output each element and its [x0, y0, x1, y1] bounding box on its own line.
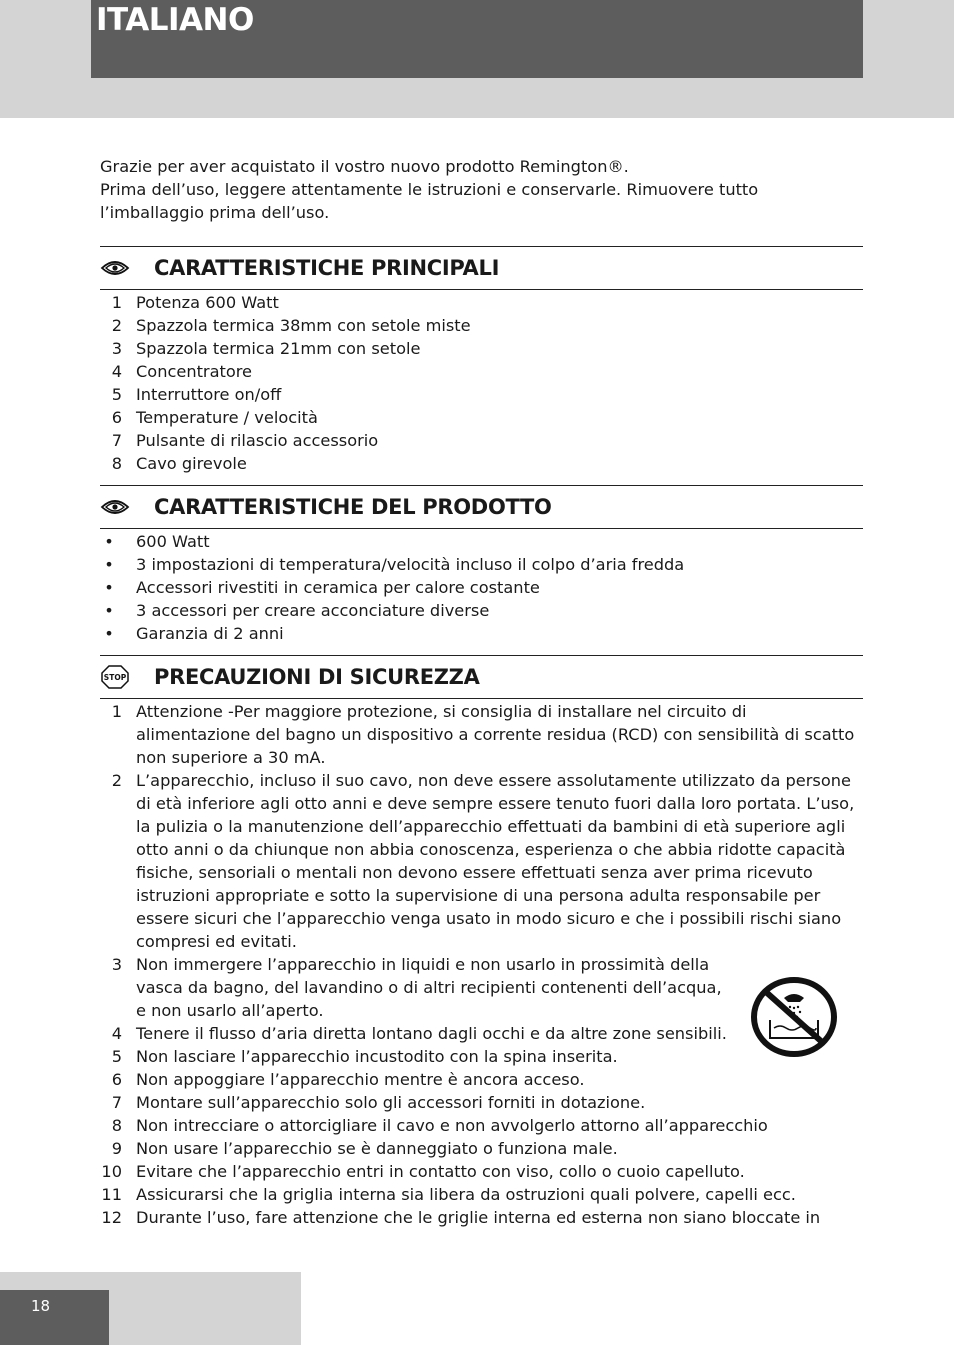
list-item — [100, 337, 863, 360]
list-item — [100, 1137, 863, 1160]
stop-sign-label: STOP — [103, 673, 127, 682]
list-item-text: Interruttore on/off — [136, 385, 282, 404]
list-item-number: 2 — [111, 316, 122, 335]
main-features-list — [100, 291, 863, 475]
list-item — [100, 1183, 863, 1206]
list-item-number: 3 — [111, 955, 122, 974]
bullet-marker: • — [104, 601, 114, 620]
list-item-text: Non lasciare l’apparecchio incustodito con la spina inserita. — [136, 1047, 618, 1066]
page-title: ITALIANO — [96, 2, 254, 38]
list-item-text: Pulsante di rilascio accessorio — [136, 431, 379, 450]
list-item-number: 1 — [111, 702, 122, 721]
page-number: 18 — [31, 1297, 51, 1315]
list-item — [100, 383, 863, 406]
list-item-text: Non immergere l’apparecchio in liquidi e non usarlo in prossimità della vasca da bagno, del lavandino o di altri recipienti contenenti dell’acqua, e non usarlo all’aperto. — [136, 955, 722, 1020]
list-item-number: 3 — [111, 339, 122, 358]
section-main-features-header — [100, 246, 863, 290]
list-item-text: Durante l’uso, fare attenzione che le griglie interna ed esterna non siano bloccate in — [136, 1208, 821, 1227]
list-item — [100, 700, 863, 769]
list-item-text: 600 Watt — [136, 532, 210, 551]
intro-line-2: Prima dell’uso, leggere attentamente le istruzioni e conservarle. Rimuovere tutto l’imballaggio prima dell’uso. — [100, 180, 759, 222]
list-item-number: 9 — [111, 1139, 122, 1158]
list-item-text: Non intrecciare o attorcigliare il cavo e non avvolgerlo attorno all’apparecchio — [136, 1116, 768, 1135]
list-item-text: Garanzia di 2 anni — [136, 624, 284, 643]
no-water-warning-icon — [750, 976, 838, 1058]
list-item — [100, 1068, 863, 1091]
list-item-number: 5 — [111, 385, 122, 404]
list-item-text: Attenzione -Per maggiore protezione, si consiglia di installare nel circuito di alimentazione del bagno un dispositivo a corrente residua (RCD) con sensibilità di scatto non superiore a 30 mA. — [136, 702, 855, 767]
list-item — [100, 452, 863, 475]
list-item-text: L’apparecchio, incluso il suo cavo, non deve essere assolutamente utilizzato da persone di età inferiore agli otto anni e deve sempre essere tenuto fuori dalla loro portata. L’uso, la pulizia o la manutenzione dell’apparecchio effettuati da bambini di età superiore agli otto anni o da chiunque non abbia conoscenza, esperienza o che abbia ridotte capacità fisiche, sensoriali o mentali non devono essere effettuati senza aver prima ricevuto istruzioni appropriate e sotto la supervisione di una persona adulta responsabile per essere sicuri che l’apparecchio venga usato in modo sicuro e che i possibili rischi siano compresi ed evitati. — [136, 771, 855, 951]
title-bar — [91, 0, 863, 78]
list-item-text: Spazzola termica 21mm con setole — [136, 339, 421, 358]
list-item — [100, 1114, 863, 1137]
stop-sign-icon — [100, 667, 130, 687]
list-item-number: 4 — [111, 1024, 122, 1043]
intro-line-1: Grazie per aver acquistato il vostro nuovo prodotto Remington®. — [100, 157, 629, 176]
list-item-text: Spazzola termica 38mm con setole miste — [136, 316, 471, 335]
list-item-text: Potenza 600 Watt — [136, 293, 279, 312]
eye-icon — [100, 258, 130, 278]
bullet-marker: • — [104, 555, 114, 574]
list-item-number: 7 — [111, 431, 122, 450]
list-item-number: 8 — [111, 454, 122, 473]
list-item-number: 10 — [101, 1162, 122, 1181]
list-item-number: 11 — [101, 1185, 122, 1204]
section-product-features-heading: CARATTERISTICHE DEL PRODOTTO — [154, 494, 552, 519]
list-item-number: 7 — [111, 1093, 122, 1112]
page-number-box — [0, 1290, 109, 1345]
safety-list — [100, 700, 863, 1229]
list-item — [100, 1045, 863, 1068]
list-item — [100, 599, 863, 622]
list-item — [100, 291, 863, 314]
list-item — [100, 1160, 863, 1183]
bullet-marker: • — [104, 578, 114, 597]
list-item — [100, 1091, 863, 1114]
list-item-text: Concentratore — [136, 362, 253, 381]
section-product-features-header — [100, 485, 863, 529]
list-item — [100, 314, 863, 337]
list-item-number: 5 — [111, 1047, 122, 1066]
list-item-text: Non usare l’apparecchio se è danneggiato o funziona male. — [136, 1139, 618, 1158]
list-item-text: Tenere il flusso d’aria diretta lontano dagli occhi e da altre zone sensibili. — [136, 1024, 727, 1043]
list-item-text: Cavo girevole — [136, 454, 247, 473]
list-item-text: Accessori rivestiti in ceramica per calore costante — [136, 578, 540, 597]
list-item — [100, 953, 863, 1022]
section-safety-heading: PRECAUZIONI DI SICUREZZA — [154, 664, 480, 689]
section-safety-header — [100, 655, 863, 699]
list-item-text: Temperature / velocità — [136, 408, 318, 427]
bullet-marker: • — [104, 532, 114, 551]
list-item-text: Evitare che l’apparecchio entri in contatto con viso, collo o cuoio capelluto. — [136, 1162, 745, 1181]
list-item-number: 6 — [111, 1070, 122, 1089]
list-item — [100, 530, 863, 553]
list-item-text: Montare sull’apparecchio solo gli accessori forniti in dotazione. — [136, 1093, 646, 1112]
list-item — [100, 1206, 863, 1229]
list-item-number: 6 — [111, 408, 122, 427]
bullet-marker: • — [104, 624, 114, 643]
list-item — [100, 622, 863, 645]
list-item-number: 2 — [111, 771, 122, 790]
list-item — [100, 406, 863, 429]
list-item-number: 4 — [111, 362, 122, 381]
intro — [100, 155, 863, 224]
list-item-number: 1 — [111, 293, 122, 312]
list-item — [100, 1022, 863, 1045]
list-item — [100, 360, 863, 383]
list-item — [100, 576, 863, 599]
list-item — [100, 553, 863, 576]
list-item — [100, 769, 863, 953]
list-item-number: 8 — [111, 1116, 122, 1135]
list-item-text: Non appoggiare l’apparecchio mentre è ancora acceso. — [136, 1070, 585, 1089]
list-item — [100, 429, 863, 452]
list-item-text: Assicurarsi che la griglia interna sia libera da ostruzioni quali polvere, capelli ecc. — [136, 1185, 796, 1204]
eye-icon — [100, 497, 130, 517]
list-item-text: 3 impostazioni di temperatura/velocità incluso il colpo d’aria fredda — [136, 555, 685, 574]
product-features-list — [100, 530, 863, 645]
document-body — [100, 155, 863, 1229]
section-main-features-heading: CARATTERISTICHE PRINCIPALI — [154, 255, 500, 280]
list-item-text: 3 accessori per creare acconciature diverse — [136, 601, 490, 620]
list-item-number: 12 — [101, 1208, 122, 1227]
